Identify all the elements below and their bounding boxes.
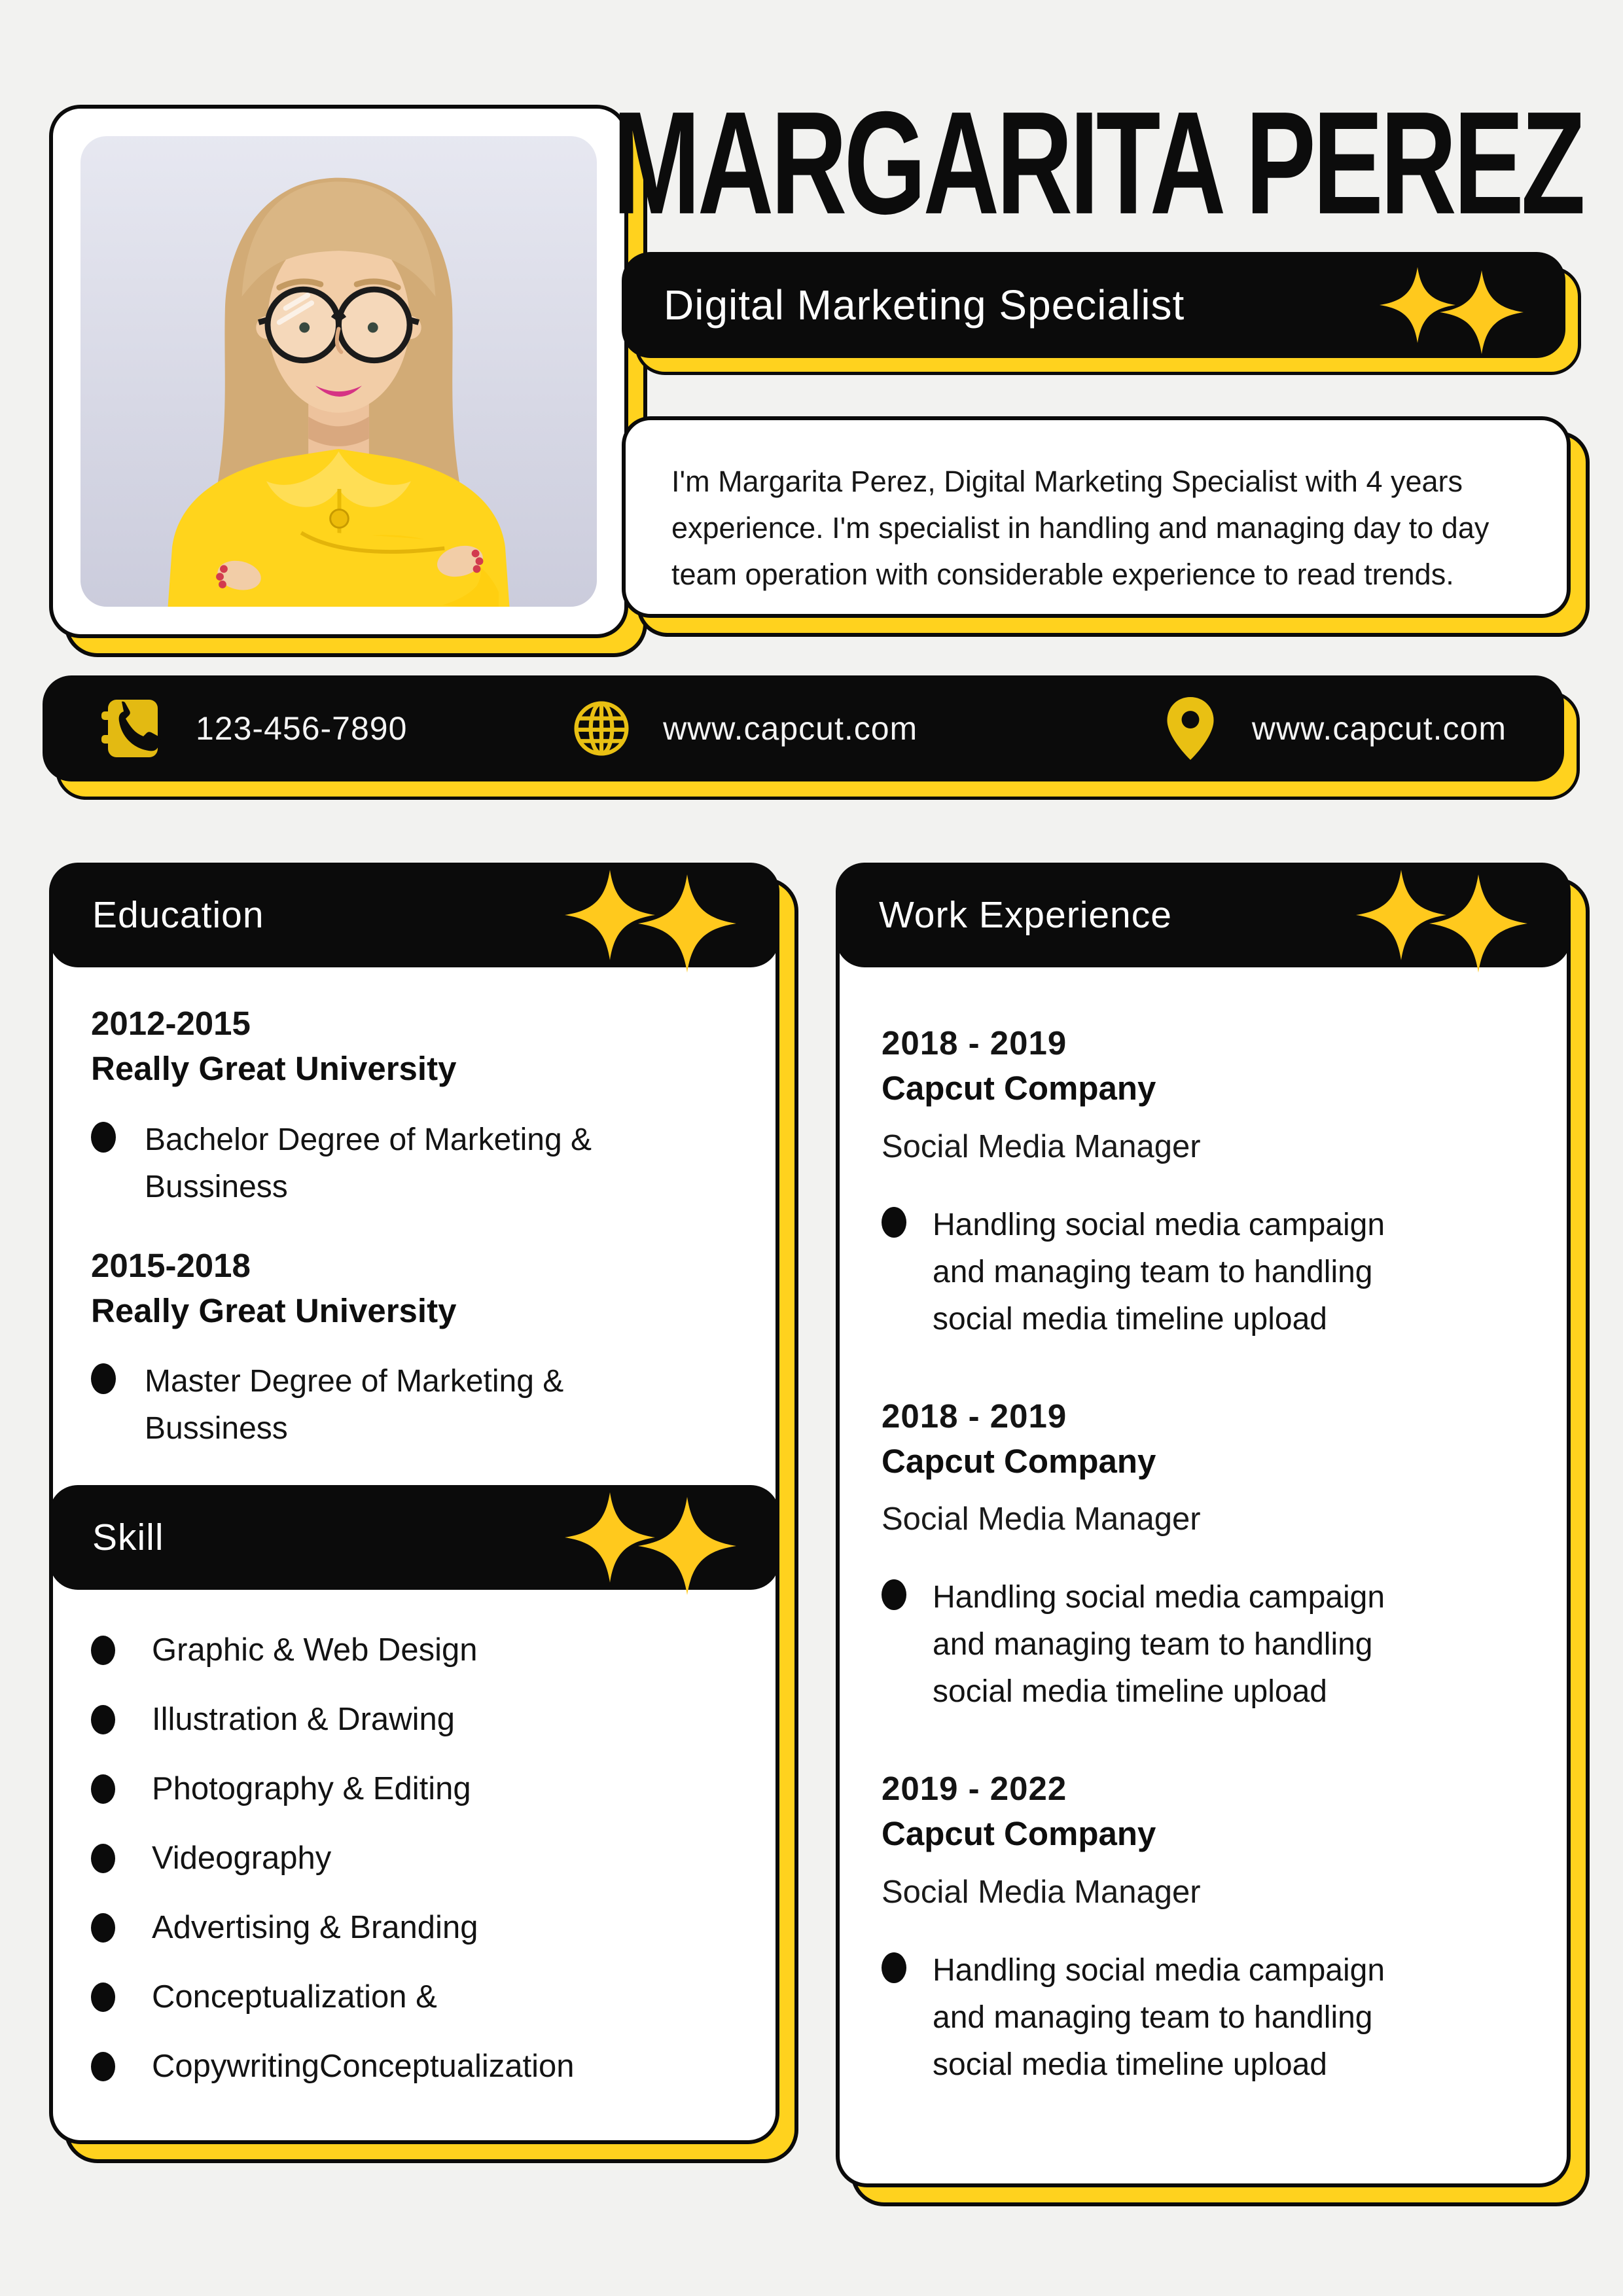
experience-detail-row — [882, 1947, 1525, 2089]
bullet-dot — [91, 1636, 115, 1665]
experience-period: 2018 - 2019 — [882, 1024, 1067, 1062]
job-title: Digital Marketing Specialist — [664, 281, 1185, 329]
experience-detail-row — [882, 1574, 1525, 1715]
experience-item — [882, 1394, 1525, 1716]
education-item — [91, 1244, 738, 1453]
experience-detail: Handling social media campaign and managing team to handling social media timeline upload — [933, 1953, 1385, 2083]
experience-period: 2018 - 2019 — [882, 1397, 1067, 1435]
experience-detail: Handling social media campaign and managing team to handling social media timeline upload — [933, 1207, 1385, 1336]
sparkle-pair — [565, 1480, 736, 1595]
education-school: Really Great University — [91, 1291, 457, 1329]
experience-heading: Work Experience — [879, 894, 1172, 936]
bullet-dot — [882, 1207, 906, 1238]
experience-period: 2019 - 2022 — [882, 1770, 1067, 1808]
job-title-badge — [622, 252, 1565, 358]
education-period: 2012-2015 — [91, 1005, 251, 1042]
experience-company: Capcut Company — [882, 1069, 1156, 1107]
work-experience-card — [836, 863, 1571, 2187]
bullet-dot — [91, 1982, 115, 2012]
experience-section-header — [836, 863, 1571, 967]
sparkle-icon — [638, 1497, 736, 1595]
contact-bar — [43, 675, 1564, 781]
experience-company: Capcut Company — [882, 1815, 1156, 1853]
skill-label: Graphic & Web Design — [152, 1632, 478, 1668]
bullet-dot — [91, 1913, 115, 1943]
bullet-dot — [882, 1952, 906, 1983]
portrait-illustration — [80, 136, 597, 607]
sparkle-pair — [565, 857, 736, 973]
education-period: 2015-2018 — [91, 1246, 251, 1284]
education-degree-row — [91, 1117, 738, 1211]
experience-role: Social Media Manager — [882, 1501, 1201, 1537]
location-pin-icon — [1159, 694, 1222, 762]
skill-label: Advertising & Branding — [152, 1910, 478, 1946]
skill-item — [91, 1909, 738, 1946]
sparkle-icon — [1429, 874, 1527, 973]
experience-role: Social Media Manager — [882, 1128, 1201, 1164]
about-text: I'm Margarita Perez, Digital Marketing Specialist with 4 years experience. I'm specialist in handling and managing day to day team operation with considerable experience to read trends. — [671, 465, 1489, 592]
skill-section-header — [49, 1485, 779, 1590]
experience-list — [840, 967, 1567, 2089]
experience-item — [882, 1021, 1525, 1343]
phone-number: 123-456-7890 — [196, 710, 408, 747]
skill-label: Illustration & Drawing — [152, 1702, 455, 1738]
education-degree: Master Degree of Marketing & Bussiness — [145, 1364, 564, 1446]
location-text: www.capcut.com — [1251, 710, 1507, 747]
sparkle-icon — [638, 874, 736, 973]
profile-photo — [80, 136, 597, 607]
education-list — [53, 967, 776, 1452]
skill-label: Videography — [152, 1840, 332, 1876]
skill-item — [91, 2048, 738, 2085]
sparkle-icon — [1440, 270, 1524, 354]
website-url: www.capcut.com — [663, 710, 918, 747]
skill-item — [91, 1840, 738, 1876]
education-degree: Bachelor Degree of Marketing & Bussiness — [145, 1122, 592, 1204]
phone-book-icon — [100, 696, 166, 761]
education-section-header — [49, 863, 779, 967]
profile-photo-card — [49, 105, 628, 638]
bullet-dot — [91, 2052, 115, 2081]
education-skill-card — [49, 863, 779, 2144]
sparkle-pair — [1356, 857, 1527, 973]
education-item — [91, 1001, 738, 1211]
experience-detail: Handling social media campaign and managing team to handling social media timeline upload — [933, 1580, 1385, 1710]
skill-item — [91, 1770, 738, 1807]
education-heading: Education — [92, 894, 264, 936]
skill-label: Conceptualization & — [152, 1979, 437, 2015]
contact-website — [570, 697, 918, 760]
experience-item — [882, 1767, 1525, 2089]
globe-icon — [570, 697, 633, 760]
experience-role: Social Media Manager — [882, 1874, 1201, 1910]
page-title: MARGARITA PEREZ — [613, 81, 1583, 245]
about-card — [622, 416, 1571, 618]
skill-item — [91, 1632, 738, 1668]
sparkle-pair — [1380, 256, 1524, 354]
education-school: Really Great University — [91, 1049, 457, 1087]
experience-detail-row — [882, 1202, 1525, 1343]
bullet-dot — [91, 1774, 115, 1804]
skill-item — [91, 1979, 738, 2015]
bullet-dot — [91, 1705, 115, 1734]
contact-phone — [100, 696, 407, 761]
skill-label: Photography & Editing — [152, 1771, 471, 1807]
education-degree-row — [91, 1358, 738, 1452]
skill-item — [91, 1701, 738, 1738]
contact-location — [1159, 694, 1507, 762]
experience-company: Capcut Company — [882, 1442, 1156, 1480]
content-columns — [49, 863, 1571, 2187]
skill-heading: Skill — [92, 1516, 164, 1559]
bullet-dot — [882, 1579, 906, 1610]
skill-label: CopywritingConceptualization — [152, 2049, 575, 2085]
bullet-dot — [91, 1844, 115, 1873]
bullet-dot — [91, 1363, 116, 1394]
skill-list — [53, 1590, 776, 2085]
bullet-dot — [91, 1122, 116, 1153]
